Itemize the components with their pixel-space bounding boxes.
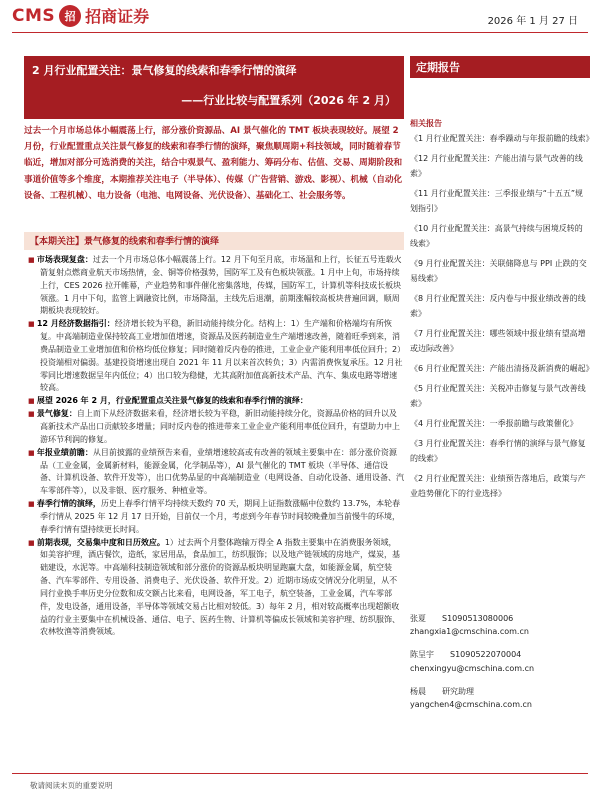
body-paragraph: ■ 年报业绩前瞻：从目前披露的业绩预告来看，业绩增速较高或有改善的领域主要集中在：部分涨价资源品（工业金属，金属新材料，能源金属，化学制品等），AI 景气催化的 TMT 板块（半导体、通信设备、计算机设备、软件开发等），出口优势品显的中高端制造业（电网设备、自动化设备、通用设备、汽车零部件等），以及非银、医疗服务、种植业等。	[28, 447, 404, 496]
related-report-item[interactable]: 《9 月行业配置关注：关联储降息与 PPI 止跌的交易线索》	[410, 259, 587, 283]
related-report-item[interactable]: 《12 月行业配置关注：产能出清与景气改善的线索》	[410, 154, 583, 178]
analyst-id: S1090522070004	[450, 650, 522, 660]
company-logo	[12, 4, 149, 27]
analyst-name: 杨晨	[410, 686, 426, 696]
analyst-id: 研究助理	[442, 686, 474, 696]
analyst-email[interactable]: zhangxia1@cmschina.com.cn	[410, 627, 529, 637]
logo-text: CMS	[12, 5, 56, 26]
body-paragraph: ■ 12 月经济数据指引：经济增长较为平稳，新旧动能持续分化。结构上：1）生产端和价格端均有所恢复。中高端制造业保持较高工业增加值增速，资源品及医药制造业生产端增速改善，随着旺季到来，消费品制造业工业增加值和价格均低位修复；同时随着反内卷的推进，工业企业产能利用率低位回升；2）投资端相对偏弱。基建投资增速出现自 2021 年 11 月以来首次转负；3）内需消费恢复承压。12 月社零同比增速数据呈年内低位；4）出口较为稳健，尤其高附加值高新技术产品、汽车、集成电路等增速较高。	[28, 319, 403, 393]
related-report-item[interactable]: 《1 月行业配置关注：春季躁动与年报前瞻的线索》	[410, 134, 594, 143]
body-paragraph: ■ 景气修复：自上而下从经济数据来看，经济增长较为平稳，新旧动能持续分化，资源品价格的回升以及高新技术产品出口贡献较多增量；同时反内卷的推进带来工业企业产能利用率低位回升，有望助力中上游环节利润的修复。	[28, 409, 400, 444]
body-paragraph: ■ 市场表现复盘：过去一个月市场总体小幅震荡上行。12 月下旬至月底，市场温和上行，长征五号连载火箭复射点燃商业航天市场热情，金、铜等价格强势，国防军工及有色板块领涨。1 月中上旬，市场持续上行，CES 2026 拉开帷幕，产业趋势和事件催化密集落地，传媒，国防军工，计算机等科技成长板块领涨。1 月中下旬，监管上调融资比例，市场降温，主线先后退潮，前期涨幅较高板块普遍回调，顺周期板块表现较好。	[28, 255, 402, 316]
related-report-item[interactable]: 《11 月行业配置关注：三季报业绩与“十五五”规划指引》	[410, 189, 584, 213]
bullet-icon: ■	[28, 410, 37, 419]
related-report-item[interactable]: 《2 月行业配置关注：业绩预告落地后，政策与产业趋势催化下的行业选择》	[410, 474, 586, 498]
bullet-icon: ■	[28, 320, 37, 329]
report-body	[26, 254, 404, 639]
related-report-item[interactable]: 《7 月行业配置关注：哪些领域中报业绩有望高增或边际改善》	[410, 329, 586, 353]
report-title: 2 月行业配置关注：景气修复的线索和春季行情的演绎	[32, 64, 297, 77]
summary-paragraph: 过去一个月市场总体小幅震荡上行，部分涨价资源品、AI 景气催化的 TMT 板块表现较好。展望 2 月份，行业配置重点关注景气修复的线索和春季行情的演绎，聚焦顺周期+科技领域，同时随着春节临近，增加对部分可选消费的关注，结合中观景气、盈利能力、筹码分布、估值、交易、周期阶段和事道价值等多个维度，本期推荐关注电子（半导体）、传媒（广告营销、游戏、影视）、机械（自动化设备、工程机械）、电力设备（电池、电网设备、光伏设备）、基础化工、社会服务等。	[24, 126, 403, 201]
analyst-email[interactable]: yangchen4@cmschina.com.cn	[410, 700, 532, 710]
related-report-item[interactable]: 《6 月行业配置关注：产能出清扬及新消费的崛起》	[410, 364, 594, 373]
section-header: 【本期关注】景气修复的线索和春季行情的演绎	[24, 232, 404, 250]
body-paragraph: ■ 前期表现，交易集中度和日历效应。1）过去两个月整体跑输万得全 A 指数主要集中在消费服务领域，如美容护理，酒店餐饮，造纸，家居用品，食品加工，纺织服饰；以及地产链领域的房地产，煤炭，基础建设，水泥等。中高端科技制造领域和部分涨价的资源品板块明显跑赢大盘，如能源金属，航空装备、汽车零部件、专用设备、消费电子、光伏设备、软件开发。2）近期市场成交情况分化明显，从不同行业换手率历史分位数和成交额占比来看，电网设备，军工电子，航空装备，工业金属，汽车零部件，发电设备，通用设备，半导体等领域交易占比相对较低。3）每年 2 月，相对较高概率出现超额收益的行业主要集中在机械设备、通信、电子、医药生物、计算机等偏成长领域和美容护理、纺织服饰、农林牧渔等消费领域。	[28, 537, 400, 637]
analyst-name: 张夏	[410, 614, 426, 623]
related-report-item[interactable]: 《3 月行业配置关注：春季行情的演绎与景气修复的线索》	[410, 439, 586, 463]
report-date: 2026 年 1 月 27 日	[487, 16, 578, 27]
body-paragraph: ■ 展望 2026 年 2 月，行业配置重点关注景气修复的线索和春季行情的演绎：	[28, 396, 308, 406]
report-type-tag: 定期报告	[410, 56, 590, 78]
bullet-icon: ■	[28, 538, 37, 547]
related-report-item[interactable]: 《4 月行业配置关注：一季报前瞻与政策催化》	[410, 419, 578, 428]
report-subtitle: ——行业比较与配置系列（2026 年 2 月）	[181, 94, 396, 107]
analyst-row	[410, 648, 590, 661]
analyst-row	[410, 685, 590, 698]
related-report-item[interactable]: 《8 月行业配置关注：反内卷与中报业绩改善的线索》	[410, 294, 586, 318]
title-banner	[24, 56, 404, 119]
header-divider	[12, 32, 588, 33]
body-paragraph: ■ 春季行情的演绎，历史上春季行情平均持续天数约 70 天，期间上证指数涨幅中位数约 13.7%，本轮春季行情从 2025 年 12 月 17 日开始，目前仅一个月，考虑到今年春节时间较晚叠加当前慢牛的环境，春季行情有望持续更长时间。	[28, 499, 401, 534]
analyst-row	[410, 612, 590, 625]
analyst-name: 陈呈宇	[410, 650, 434, 660]
footer-note: 敬请阅读末页的重要说明	[30, 781, 113, 790]
related-report-item[interactable]: 《10 月行业配置关注：高景气持续与困境反转的线索》	[410, 224, 583, 248]
logo-seal-icon: 招	[59, 5, 81, 27]
analyst-id: S1090513080006	[442, 614, 514, 623]
footer-divider	[12, 773, 588, 774]
related-reports-header: 相关报告	[410, 119, 442, 128]
logo-cn-text: 招商证券	[85, 7, 150, 26]
bullet-icon: ■	[28, 397, 37, 406]
related-report-item[interactable]: 《5 月行业配置关注：关税冲击修复与景气改善线索》	[410, 384, 586, 408]
analyst-contacts	[410, 612, 590, 721]
bullet-icon: ■	[28, 500, 37, 509]
related-reports	[410, 118, 594, 506]
bullet-icon: ■	[28, 448, 37, 457]
analyst-email[interactable]: chenxingyu@cmschina.com.cn	[410, 663, 535, 673]
bullet-icon: ■	[28, 256, 37, 264]
